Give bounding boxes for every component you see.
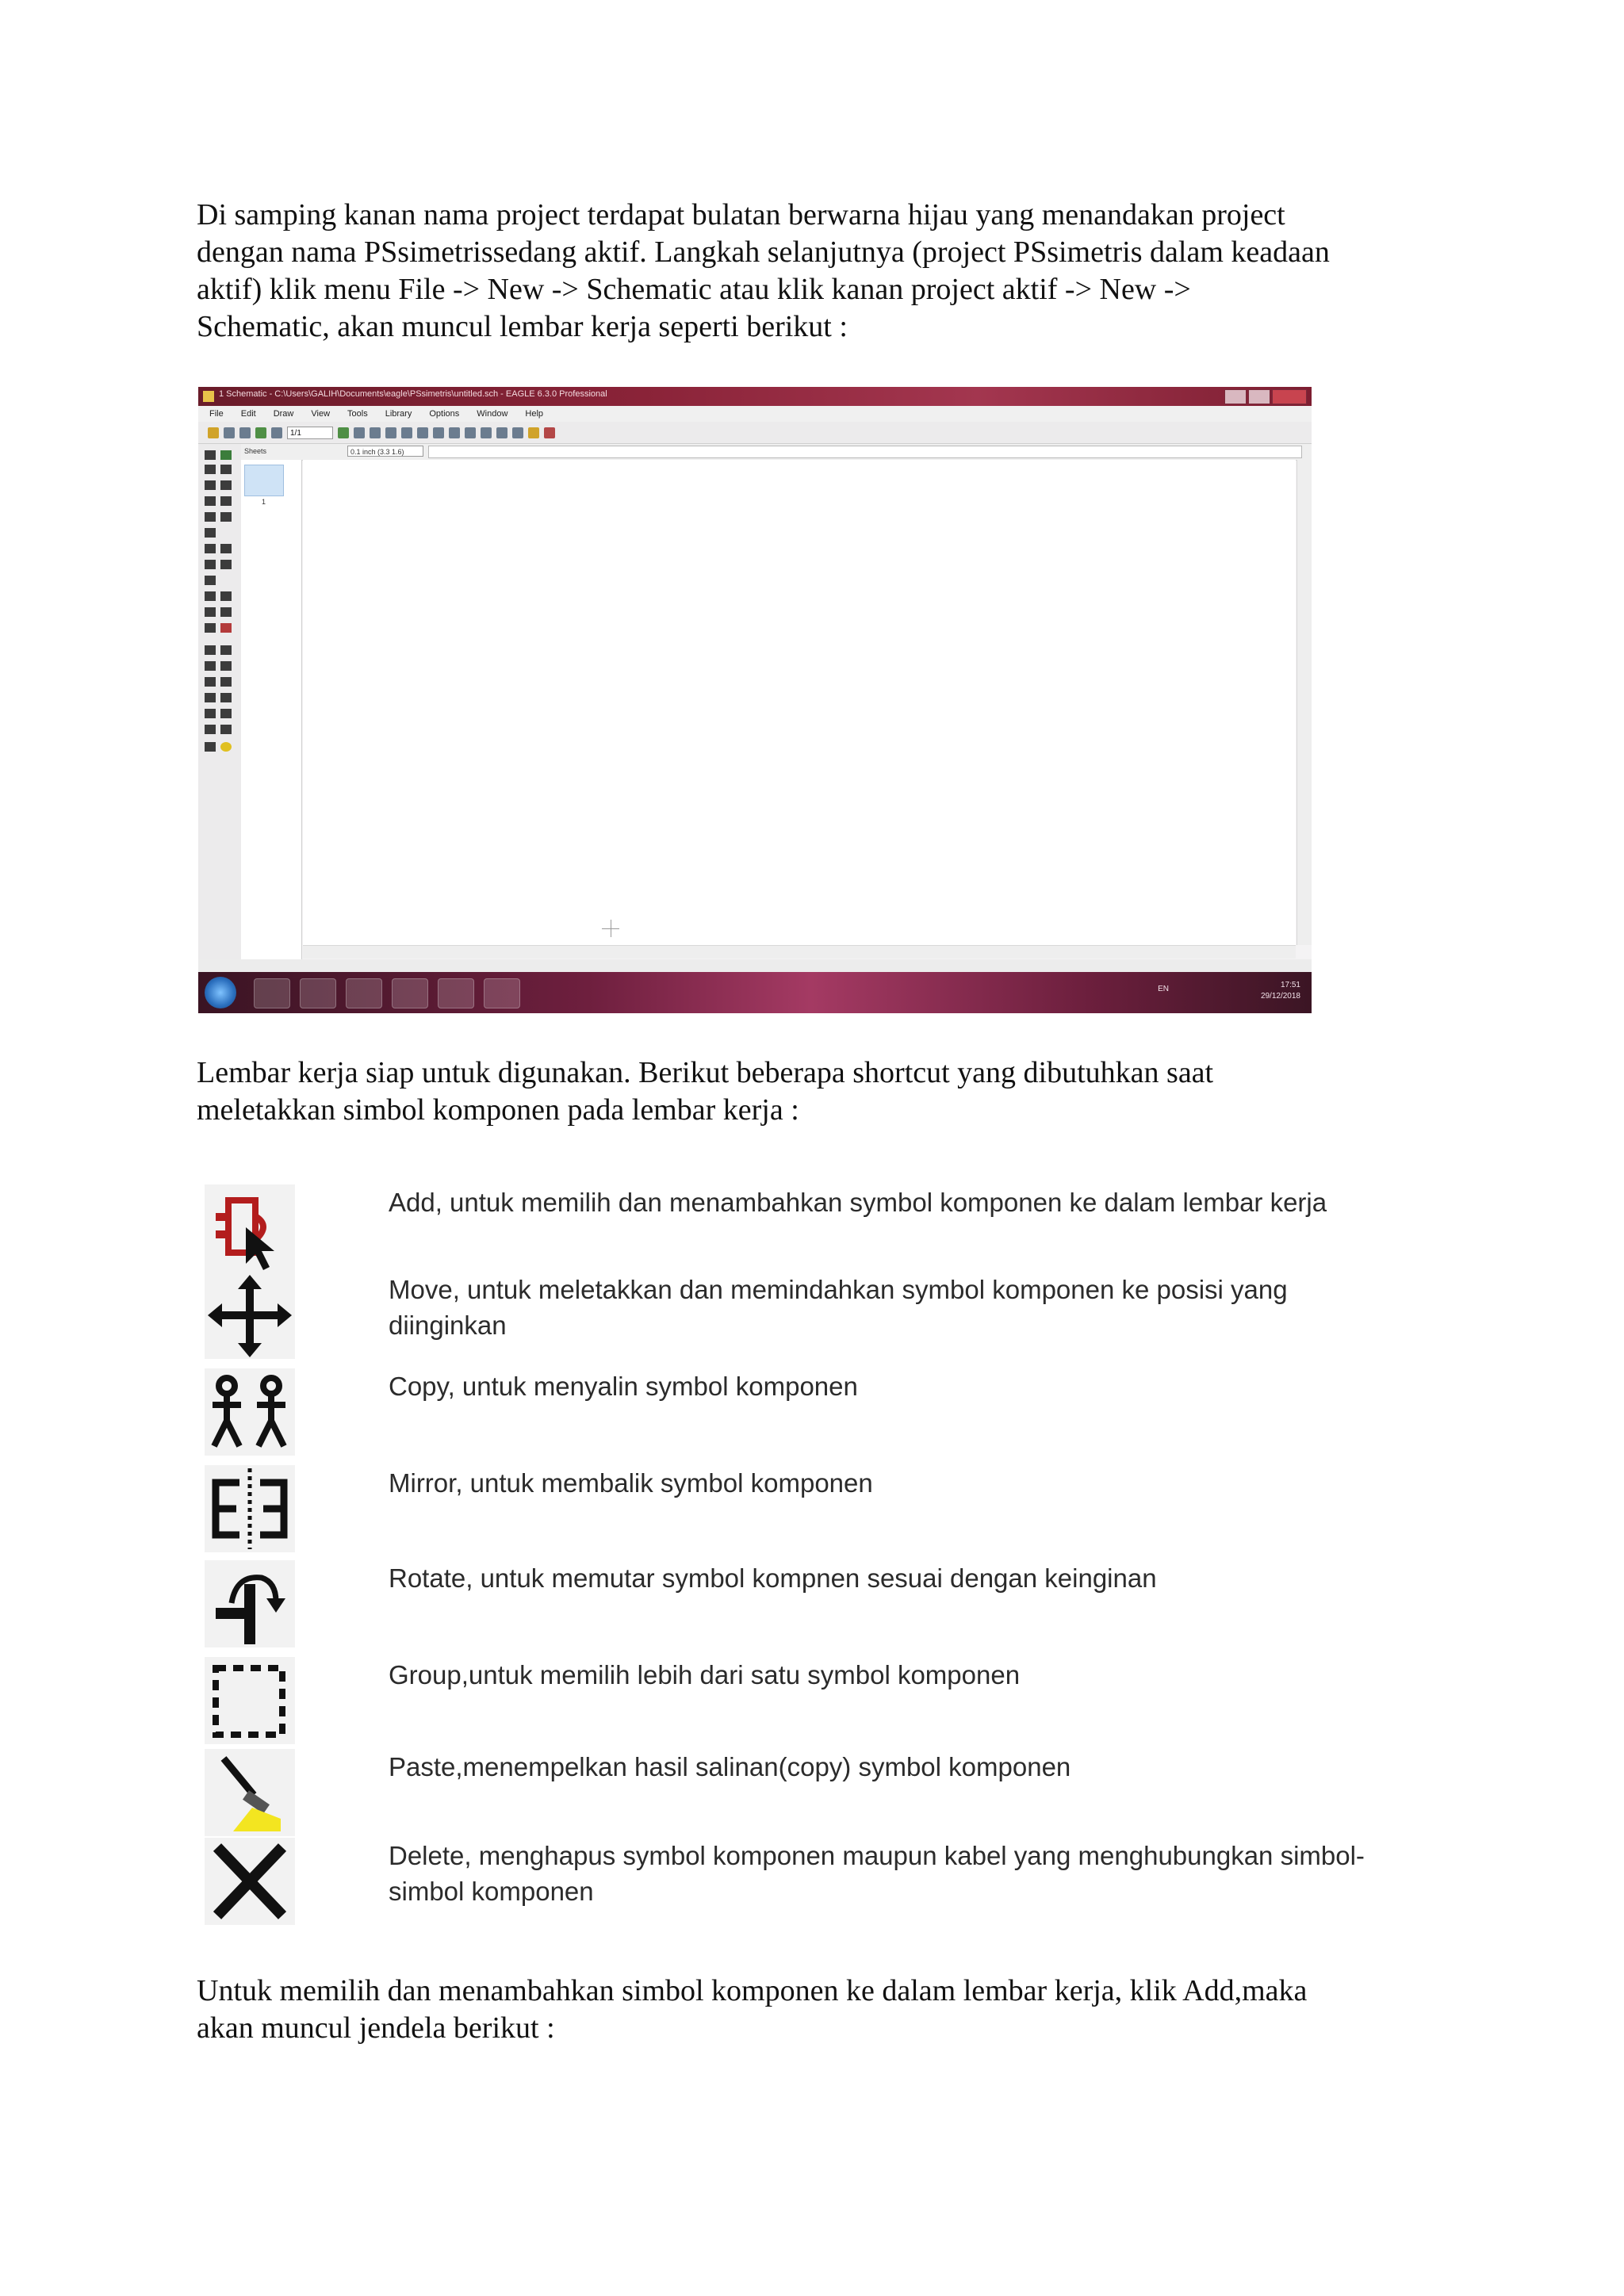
cam-icon[interactable] (255, 427, 266, 438)
horizontal-scrollbar[interactable] (303, 945, 1296, 959)
shortcut-move-text (389, 1272, 1624, 1343)
sheet-number: 1 (262, 498, 266, 506)
origin-cross (602, 928, 619, 929)
polygon-tool-icon[interactable] (220, 677, 232, 687)
intro-line: Di samping kanan nama project terdapat bulatan berwarna hijau yang menandakan project (197, 198, 1285, 232)
second-line: Lembar kerja siap untuk digunakan. Berikut beberapa shortcut yang dibutuhkan saat (197, 1056, 1214, 1089)
move-icon (205, 1272, 295, 1359)
menu-library[interactable]: Library (385, 409, 412, 419)
media-player-taskbar-icon[interactable] (346, 978, 382, 1008)
final-paragraph (197, 1973, 1450, 2047)
net-tool-icon[interactable] (220, 693, 232, 702)
system-clock[interactable] (1261, 980, 1300, 1002)
rect-tool-icon[interactable] (205, 677, 216, 687)
label-tool-icon[interactable] (220, 709, 232, 718)
zoom-area-icon[interactable] (449, 427, 460, 438)
attribute-tool-icon[interactable] (205, 725, 216, 734)
display-icon[interactable] (205, 465, 216, 474)
menu-tools[interactable]: Tools (347, 409, 368, 419)
menu-help[interactable]: Help (525, 409, 544, 419)
junction-tool-icon[interactable] (205, 709, 216, 718)
zoom-fit-icon[interactable] (385, 427, 396, 438)
shortcut-delete-line: simbol komponen (389, 1877, 594, 1906)
intro-paragraph (197, 197, 1450, 346)
zoom-out-icon[interactable] (417, 427, 428, 438)
start-button[interactable] (205, 977, 236, 1008)
script-icon[interactable] (354, 427, 365, 438)
copy-tool-icon[interactable] (220, 480, 232, 490)
window-title: 1 Schematic - C:\Users\GALIH\Documents\eagle\PSsimetris\untitled.sch - EAGLE 6.3.0 Professional (219, 389, 607, 399)
menu-bar (198, 406, 1312, 422)
sheet-select[interactable]: 1/1 (287, 427, 333, 439)
final-line: Untuk memilih dan menambahkan simbol komponen ke dalam lembar kerja, klik Add,maka (197, 1974, 1308, 2007)
sheet-thumbnail[interactable] (244, 465, 284, 496)
language-indicator[interactable]: EN (1158, 985, 1169, 993)
mirror-icon (205, 1465, 295, 1552)
menu-draw[interactable]: Draw (273, 409, 294, 419)
dimension-tool-icon[interactable] (220, 725, 232, 734)
window-taskbar-icon[interactable] (438, 978, 474, 1008)
arc-tool-icon[interactable] (220, 661, 232, 671)
zoom-in-icon[interactable] (401, 427, 412, 438)
status-bar (198, 959, 1312, 972)
intro-line: Schematic, akan muncul lembar kerja seperti berikut : (197, 310, 848, 343)
help-icon[interactable] (528, 427, 539, 438)
delete-icon (205, 1838, 295, 1925)
clock-date: 29/12/2018 (1260, 992, 1300, 1001)
command-toolbar (198, 444, 242, 959)
print-icon[interactable] (239, 427, 251, 438)
windows-taskbar (198, 972, 1312, 1013)
add-icon (205, 1184, 295, 1272)
command-line-input[interactable] (428, 446, 1302, 458)
redo-icon[interactable] (481, 427, 492, 438)
clock-time: 17:51 (1280, 981, 1300, 989)
undo-icon[interactable] (465, 427, 476, 438)
shortcut-group-text: Group,untuk memilih lebih dari satu symbol komponen (389, 1660, 1021, 1689)
shortcut-copy-text: Copy, untuk menyalin symbol komponen (389, 1372, 858, 1401)
replace-tool-icon[interactable] (220, 623, 232, 633)
erc-warning-icon[interactable] (220, 742, 232, 752)
parameter-bar (241, 444, 1312, 461)
app-taskbar-icon[interactable] (392, 978, 428, 1008)
shortcut-paste-text: Paste,menempelkan hasil salinan(copy) symbol komponen (389, 1752, 1071, 1781)
vertical-scrollbar[interactable] (1297, 460, 1312, 945)
zoom-redraw-icon[interactable] (433, 427, 444, 438)
paste-tool-icon[interactable] (205, 528, 216, 538)
stop-icon[interactable] (496, 427, 508, 438)
maximize-button[interactable] (1248, 389, 1270, 404)
gateswap-tool-icon[interactable] (220, 607, 232, 617)
grid-coordinate-readout: 0.1 inch (3.3 1.6) (347, 446, 423, 457)
text-tool-icon[interactable] (220, 645, 232, 655)
rotate-icon (205, 1560, 295, 1647)
value-tool-icon[interactable] (220, 560, 232, 569)
open-icon[interactable] (208, 427, 219, 438)
group-icon (205, 1657, 295, 1744)
ie-taskbar-icon[interactable] (254, 978, 290, 1008)
sheets-panel (241, 447, 302, 959)
board-icon[interactable] (338, 427, 349, 438)
run-icon[interactable] (370, 427, 381, 438)
window-controls (1224, 389, 1307, 404)
intro-line: aktif) klik menu File -> New -> Schematic atau klik kanan project aktif -> New -> (197, 273, 1191, 306)
sheets-label: Sheets (244, 447, 267, 455)
rotate-tool-icon[interactable] (220, 496, 232, 506)
main-toolbar (198, 422, 1312, 444)
smash-tool-icon[interactable] (205, 576, 216, 585)
menu-edit[interactable]: Edit (240, 409, 256, 419)
eagle-schematic-screenshot (198, 387, 1312, 1013)
mirror-tool-icon[interactable] (205, 496, 216, 506)
copy-icon (205, 1368, 295, 1456)
mark-icon[interactable] (220, 465, 232, 474)
minimize-button[interactable] (1224, 389, 1247, 404)
paste-icon (205, 1749, 295, 1836)
pinswap-tool-icon[interactable] (205, 623, 216, 633)
shortcut-mirror-text: Mirror, untuk membalik symbol komponen (389, 1468, 873, 1498)
wire-tool-icon[interactable] (205, 645, 216, 655)
bus-tool-icon[interactable] (205, 693, 216, 702)
shortcut-rotate-text: Rotate, untuk memutar symbol kompnen sesuai dengan keinginan (389, 1563, 1157, 1593)
add-tool-icon[interactable] (220, 544, 232, 553)
miter-tool-icon[interactable] (220, 591, 232, 601)
errc-tool-icon[interactable] (205, 742, 216, 752)
second-line: meletakkan simbol komponen pada lembar kerja : (197, 1093, 799, 1127)
menu-view[interactable]: View (311, 409, 331, 419)
change-tool-icon[interactable] (220, 512, 232, 522)
schematic-canvas[interactable] (303, 460, 1296, 945)
invoke-tool-icon[interactable] (205, 607, 216, 617)
shortcut-move-line: diinginkan (389, 1311, 507, 1340)
element14-icon[interactable] (544, 427, 555, 438)
circle-tool-icon[interactable] (205, 661, 216, 671)
explorer-taskbar-icon[interactable] (300, 978, 336, 1008)
intro-line: dengan nama PSsimetrissedang aktif. Langkah selanjutnya (project PSsimetris dalam keadaan (197, 235, 1330, 269)
group-tool-icon[interactable] (205, 512, 216, 522)
name-tool-icon[interactable] (205, 560, 216, 569)
info-icon[interactable] (205, 450, 216, 460)
menu-window[interactable]: Window (477, 409, 508, 419)
go-icon[interactable] (512, 427, 523, 438)
show-icon[interactable] (220, 450, 232, 460)
menu-options[interactable]: Options (429, 409, 460, 419)
shortcut-delete-line: Delete, menghapus symbol komponen maupun kabel yang menghubungkan simbol- (389, 1841, 1365, 1870)
shortcut-delete-text (389, 1838, 1624, 1909)
shortcut-move-line: Move, untuk meletakkan dan memindahkan symbol komponen ke posisi yang (389, 1275, 1288, 1304)
window-titlebar (198, 387, 1312, 406)
final-line: akan muncul jendela berikut : (197, 2011, 555, 2045)
delete-tool-icon[interactable] (205, 544, 216, 553)
close-button[interactable] (1272, 389, 1307, 404)
shortcut-add-text: Add, untuk memilih dan menambahkan symbol komponen ke dalam lembar kerja (389, 1188, 1327, 1217)
eagle-taskbar-icon[interactable] (484, 978, 520, 1008)
split-tool-icon[interactable] (205, 591, 216, 601)
save-icon[interactable] (224, 427, 235, 438)
move-tool-icon[interactable] (205, 480, 216, 490)
menu-file[interactable]: File (209, 409, 224, 419)
eagle-app-icon (203, 391, 214, 402)
second-paragraph (197, 1054, 1450, 1129)
use-library-icon[interactable] (271, 427, 282, 438)
